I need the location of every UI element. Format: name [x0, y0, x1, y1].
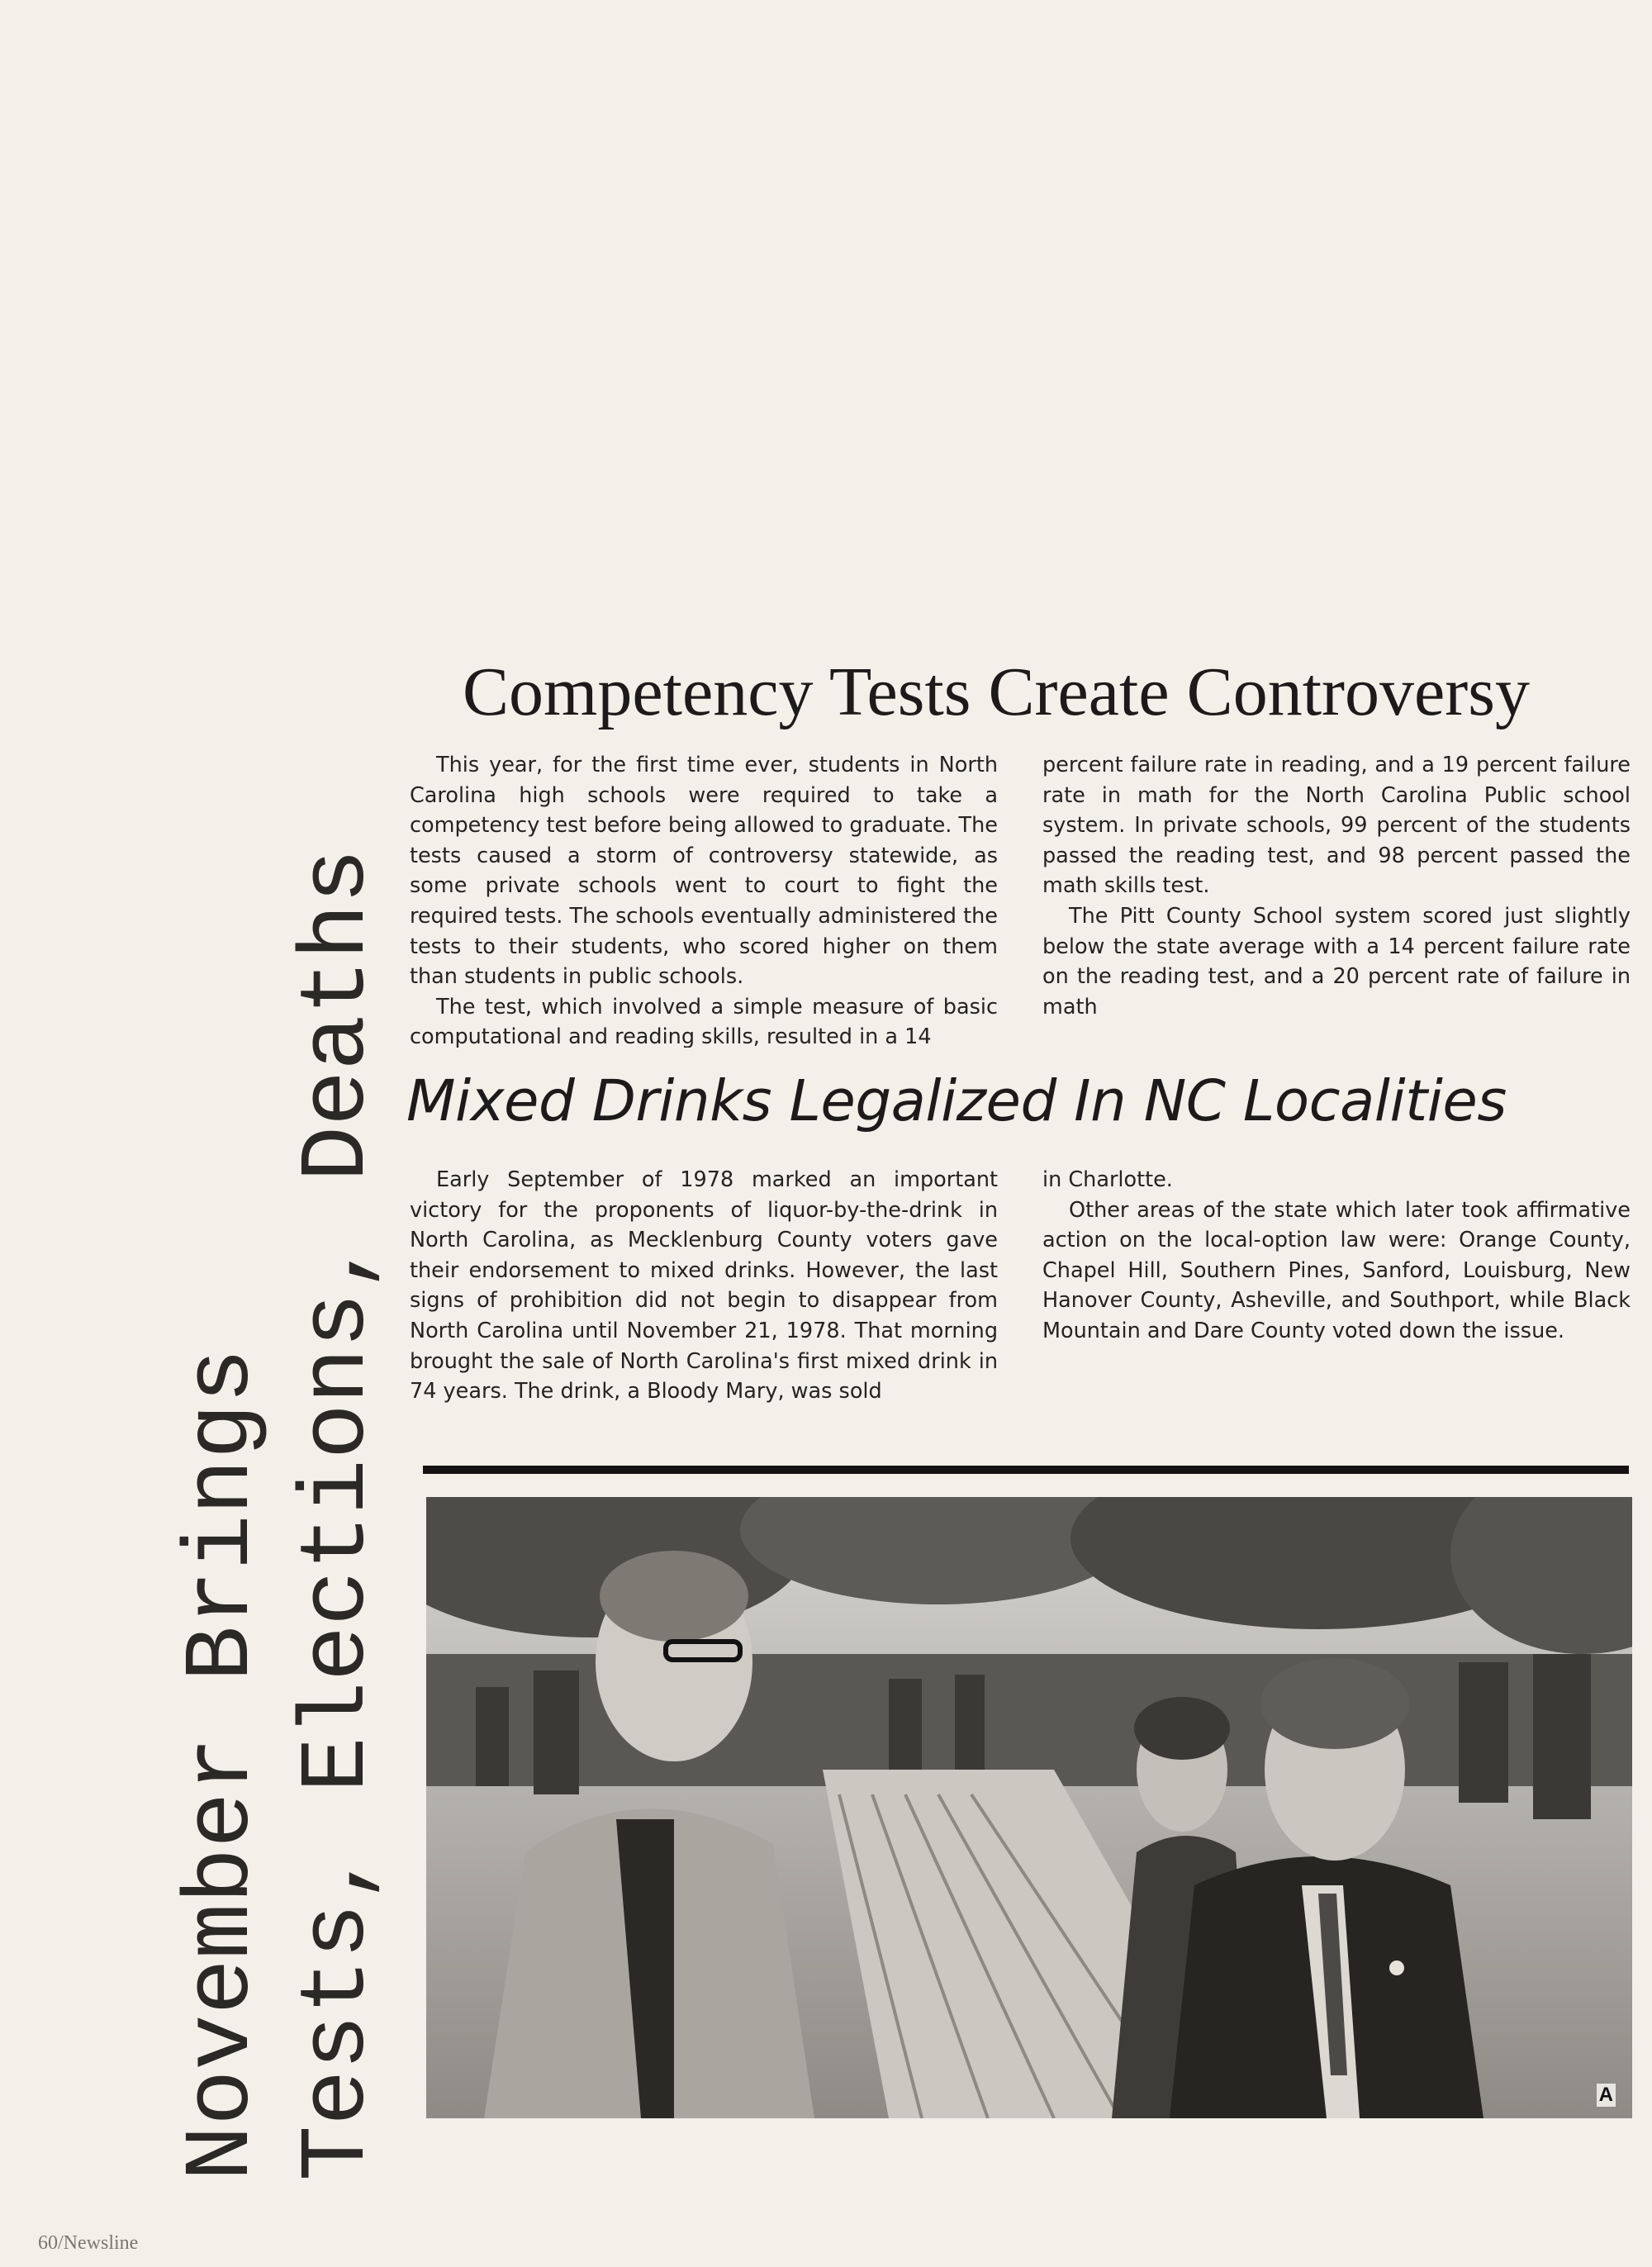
article2-headline: Mixed Drinks Legalized In NC Localities: [406, 1068, 1507, 1134]
article1-column-2: [1042, 750, 1631, 1019]
article2-col2-para1: in Charlotte.: [1042, 1167, 1173, 1192]
page-folio: 60/Newsline: [38, 2232, 139, 2254]
article2-column-1: [410, 1165, 998, 1413]
divider-rule: [423, 1466, 1629, 1474]
article1-column-1: [410, 750, 998, 1048]
article1-col2-para2: The Pitt County School system scored just slightly below the state average with a 14 percent failure rate on the reading test, and a 20 percent rate of failure in math: [1042, 903, 1631, 1019]
article2-col1-para1: Early September of 1978 marked an important victory for the proponents of liquor-by-the-drink in North Carolina, as Mecklenburg County voters gave their endorsement to mixed drinks. However, the last signs of prohibition did not begin to disappear from North Carolina until November 21, 1978. That morning brought the sale of North Carolina's first mixed drink in 74 years. The drink, a Bloody Mary, was sold: [410, 1167, 998, 1404]
article1-col1-para2: The test, which involved a simple measure of basic computational and reading skills, resulted in a 14: [410, 994, 998, 1048]
article2-column-2: [1042, 1165, 1631, 1380]
side-title-line1: November Brings: [170, 1347, 275, 2181]
photo-credit: A: [1597, 2084, 1616, 2107]
news-photo: [426, 1497, 1632, 2118]
article1-col2-para1: percent failure rate in reading, and a 19 percent failure rate in math for the North Carolina Public school system. In private schools, 99 percent of the students passed the reading test, and 98 percent passed the math skills test.: [1042, 753, 1631, 899]
article1-col1-para1: This year, for the first time ever, students in North Carolina high schools were required to take a competency test before being allowed to graduate. The tests caused a storm of controversy statewide, as some private schools went to court to fight the required tests. The schools eventually administered the tests to their students, who scored higher on them than students in public schools.: [410, 753, 998, 990]
article2-col2-para2: Other areas of the state which later took affirmative action on the local-option law were: Orange County, Chapel Hill, Southern Pines, Sanford, Louisburg, New Hanover County, Asheville, and Southport, while Black Mountain and Dare County voted down the issue.: [1042, 1197, 1631, 1343]
side-title: [165, 848, 396, 2181]
article1-headline: Competency Tests Create Controversy: [463, 653, 1530, 730]
photo-illustration: [426, 1497, 1632, 2118]
side-title-line2: Tests, Elections, Deaths: [286, 848, 391, 2181]
